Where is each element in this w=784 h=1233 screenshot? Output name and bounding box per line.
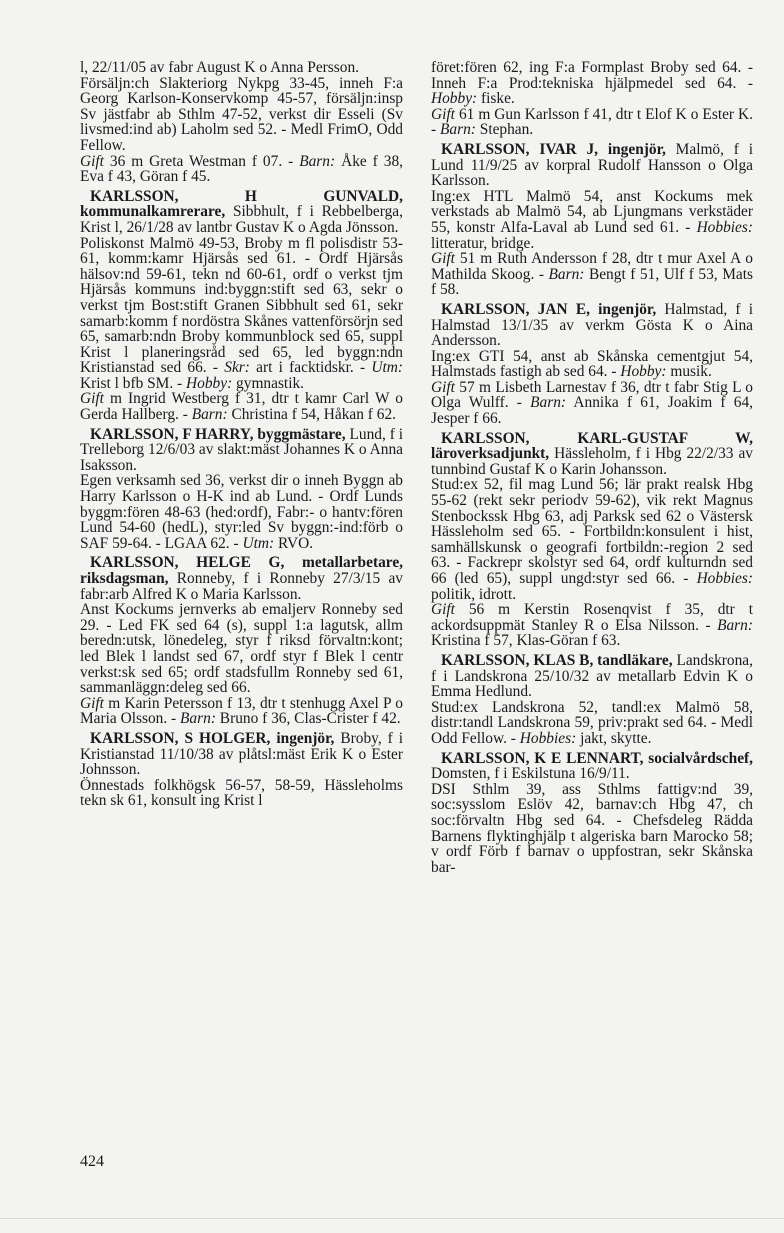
family-label: Gift (80, 390, 104, 408)
children-label: Barn: (439, 121, 476, 139)
hobby-label: Hobby: (186, 374, 233, 392)
entry-jan (431, 302, 753, 427)
entry-intro: Halmstad, f i Halmstad 13/1/35 av verkm Gösta K o Aina Andersson. (431, 300, 753, 350)
hobby-label: Hobbies: (696, 570, 753, 587)
entry-title: läroverksadjunkt, (431, 445, 550, 463)
entry-family (431, 380, 753, 427)
entry-intro: Broby, f i Kristianstad 11/10/38 av plåtsl:mäst Erik K o Ester Johnsson. (80, 729, 403, 779)
bottom-rule (0, 1218, 784, 1219)
entry-career: Anst Kockums jernverks ab emaljerv Ronneby sed 29. - Led FK sed 64 (s), suppl 1:a lagutsk, allm beredn:utsk, lönedeleg, styr f riksd förvaltn:kont; led Blek l landst sed 67, ordf styr f Blek l centr verkst:sk sed 65; ordf stadsfullm Ronneby sed 61, sammanläggn:deleg sed 66. (80, 601, 403, 697)
entry-heading (80, 731, 403, 778)
utm-label: Utm: (371, 359, 403, 377)
family-text: 51 m Ruth Andersson f 28, dtr t mur Axel A o Mathilda Skoog. - (431, 250, 753, 283)
entry-career: Ing:ex GTI 54, anst ab Skånska cementgjut 54, Halmstads fastigh ab sed 64. - Hobby: musik. (431, 347, 753, 381)
entry-career: Ing:ex HTL Malmö 54, anst Kockums mek verkstads ab Malmö 54, ab Ljungmans verkstäder 55, konstr Alfa-Laval ab Lund sed 61. - Hobbies: litteratur, bridge. (431, 187, 753, 252)
entry-family (431, 602, 753, 649)
children-text: Kristina f 57, Klas-Göran f 63. (431, 632, 621, 650)
children-text: Åke f 38, Eva f 43, Göran f 45. (80, 152, 403, 186)
entry-heading (431, 653, 753, 700)
family-label: Gift (431, 378, 455, 396)
family-text: 61 m Gun Karlsson f 41, dtr t Elof K o Ester K. - (431, 105, 753, 139)
children-label: Barn: (717, 616, 753, 634)
entry-title: tandläkare, (597, 651, 673, 669)
hobby-label: Hobby: (620, 363, 667, 381)
children-label: Barn: (191, 406, 228, 424)
entry-title: metallarbetare, riksdagsman, (80, 554, 403, 587)
family-label: Gift (431, 601, 455, 619)
left-column (80, 60, 403, 809)
entry-intro: Landskrona, f i Landskrona 25/10/32 av metallarb Edvin K o Emma Hedlund. (431, 651, 753, 701)
entry-name: KARLSSON, KLAS B, (441, 651, 594, 669)
entry-title: ingenjör, (598, 300, 657, 318)
entry-name: KARLSSON, JAN E, (441, 300, 590, 318)
entry-text: l, 22/11/05 av fabr August K o Anna Persson. (80, 59, 360, 76)
entry-name: KARLSSON, F HARRY, (90, 425, 254, 443)
entry-title: byggmästare, (257, 425, 346, 443)
children-text: Stephan. (475, 121, 534, 139)
hobby-label: Hobbies: (519, 729, 577, 747)
entry-title: ingenjör, (276, 729, 335, 747)
entry-title: kommunalkamrerare, (80, 203, 226, 221)
entry-family (80, 696, 403, 727)
entry-family (431, 107, 753, 138)
entry-holger-continued (431, 60, 753, 138)
family-label: Gift (80, 694, 104, 712)
entry-continuation (80, 60, 403, 185)
family-text: 57 m Lisbeth Larnestav f 36, dtr t fabr Stig L o Olga Wulff. - (431, 378, 753, 412)
children-text: Bruno f 36, Clas-Crister f 42. (215, 710, 401, 728)
family-label: Gift (80, 152, 104, 170)
page-number: 424 (80, 1153, 104, 1170)
entry-name: KARLSSON, K E LENNART, (441, 749, 644, 767)
children-text: Christina f 54, Håkan f 62. (227, 406, 397, 424)
children-text: Bengt f 51, Ulf f 53, Mats f 58. (431, 265, 753, 299)
entry-career: DSI Sthlm 39, ass Sthlms fattigv:nd 39, soc:sysslom Eslöv 42, barnav:ch Hbg 47, ch soc:förvaltn Hbg sed 64. - Chefsdeleg Rädda Barnens flyktinghjälp t algeriska barn Marocko 58; v ordf Förb f barnav o uppfostran, sekr Skånska bar- (431, 780, 753, 876)
family-text: 56 m Kerstin Rosenqvist f 35, dtr t ackordsuppmät Stanley R o Elsa Nilsson. - (431, 601, 753, 634)
entry-name: KARLSSON, IVAR J, (441, 140, 599, 158)
hobby-label: Hobbies: (696, 218, 753, 236)
family-label: Gift (431, 250, 455, 268)
entry-heading (80, 427, 403, 474)
entry-intro: Ronneby, f i Ronneby 27/3/15 av fabr:arb Alfred K o Maria Karlsson. (80, 570, 403, 603)
entry-career: Poliskonst Malmö 49-53, Broby m fl polisdistr 53-61, komm:kamr Hjärsås sed 61. - Ordf Hjärsås hälsov:nd 59-61, tekn nd 60-61, ordf o verkst tjm Hjärsås kommuns ind:byggn:stift sed 63, sekr o verkst tjm Bost:stift Granen Sibbhult sed 61, sekr samarb:komm f nordöstra Skånes vattenförsörjn sed 65, samarb:ndn Broby kommunblock sed 65, suppl Krist l planeringsråd sed 65, led byggn:ndn Kristianstad sed 66. - Skr: art i facktidskr. - Utm: Krist l bfb SM. - Hobby: gymnastik. (80, 234, 403, 392)
entry-title: socialvårdschef, (648, 749, 753, 767)
entry-heading (431, 431, 753, 478)
family-text: m Karin Petersson f 13, dtr t stenhugg Axel P o Maria Olsson. - (80, 694, 403, 728)
entry-heading (431, 751, 753, 782)
entry-lennart (431, 751, 753, 876)
entry-heading (80, 189, 403, 236)
entry-name: KARLSSON, H GUNVALD, (90, 187, 403, 205)
entry-family (80, 391, 403, 422)
entry-intro: Malmö, f i Lund 11/9/25 av korpral Rudolf Hansson o Olga Karlsson. (431, 140, 753, 190)
entry-family (431, 251, 753, 298)
utm-label: Utm: (242, 534, 275, 552)
entry-career: Stud:ex Landskrona 52, tandl:ex Malmö 58, distr:tandl Landskrona 59, priv:prakt sed 64. - Medl Odd Fellow. - Hobbies: jakt, skytte. (431, 698, 753, 747)
entry-harry (80, 427, 403, 552)
family-text: 36 m Greta Westman f 07. - (109, 152, 300, 170)
entry-klas (431, 653, 753, 747)
children-label: Barn: (180, 710, 216, 728)
children-label: Barn: (530, 394, 567, 412)
entry-intro: Domsten, f i Eskilstuna 16/9/11. (431, 765, 630, 783)
children-label: Barn: (548, 265, 585, 283)
entry-career: Stud:ex 52, fil mag Lund 56; lär prakt realsk Hbg 55-62 (rekt sekr periodv 59-62), vik rekt Magnus Stenbockssk Hbg 63, adj Parksk sed 62 o Västersk Hässleholm sed 65. - Fortbildn:konsulent i hist, samhällskunsk o geografi fortbildn:-region 2 sed 63. - Fackrepr skolstyr sed 64, ordf kulturndn sed 66 (led 65), suppl ungd:styr sed 66. - Hobbies: politik, idrott. (431, 476, 753, 603)
entry-gunvald (80, 189, 403, 423)
entry-karl-gustaf (431, 431, 753, 649)
family-label: Gift (431, 105, 455, 123)
children-text: Annika f 61, Joakim f 64, Jesper f 66. (431, 394, 753, 428)
entry-career: föret:fören 62, ing F:a Formplast Broby sed 64. - Inneh F:a Prod:tekniska hjälpmedel sed 64. - Hobby: fiske. (431, 59, 753, 108)
children-label: Barn: (299, 152, 336, 170)
right-column (431, 60, 753, 875)
entry-helge (80, 555, 403, 727)
entry-family (80, 154, 403, 185)
entry-holger (80, 731, 403, 809)
entry-heading (431, 302, 753, 349)
family-text: m Ingrid Westberg f 31, dtr t kamr Carl W o Gerda Hallberg. - (80, 390, 403, 424)
entry-name: KARLSSON, KARL-GUSTAF W, (441, 429, 753, 447)
entry-heading (431, 142, 753, 189)
entry-name: KARLSSON, HELGE G, (90, 554, 285, 572)
entry-intro: Sibbhult, f i Rebbelberga, Krist l, 26/1/28 av lantbr Gustav K o Agda Jönsson. (80, 203, 403, 236)
entry-career: Försäljn:ch Slakteriorg Nykpg 33-45, inneh F:a Georg Karlson-Konservkomp 45-57, försäljn:insp Sv jästfabr ab Sthlm 47-52, verkst dir Esseli (Sv livsmed:ind ab) Laholm sed 52. - Medl FrimO, Odd Fellow. (80, 74, 403, 154)
entry-ivar (431, 142, 753, 298)
skr-label: Skr: (224, 359, 250, 377)
entry-career: Önnestads folkhögsk 56-57, 58-59, Hässleholms tekn sk 61, konsult ing Krist l (80, 776, 403, 810)
entry-intro: Hässleholm, f i Hbg 22/2/33 av tunnbind Gustaf K o Karin Johansson. (431, 445, 753, 478)
entry-title: ingenjör, (607, 140, 666, 158)
hobby-label: Hobby: (431, 90, 478, 108)
entry-heading (80, 555, 403, 602)
entry-career: Egen verksamh sed 36, verkst dir o inneh Byggn ab Harry Karlsson o H-K ind ab Lund. - Ordf Lunds byggm:fören 48-63 (hed:ordf), Fabr:- o hantv:fören Lund 54-60 (hedL), styr:led Sv byggn:-ind:förb o SAF 59-64. - LGAA 62. - Utm: RVO. (80, 472, 403, 552)
entry-intro: Lund, f i Trelleborg 12/6/03 av slakt:mäst Johannes K o Anna Isaksson. (80, 425, 404, 474)
entry-name: KARLSSON, S HOLGER, (90, 729, 271, 747)
